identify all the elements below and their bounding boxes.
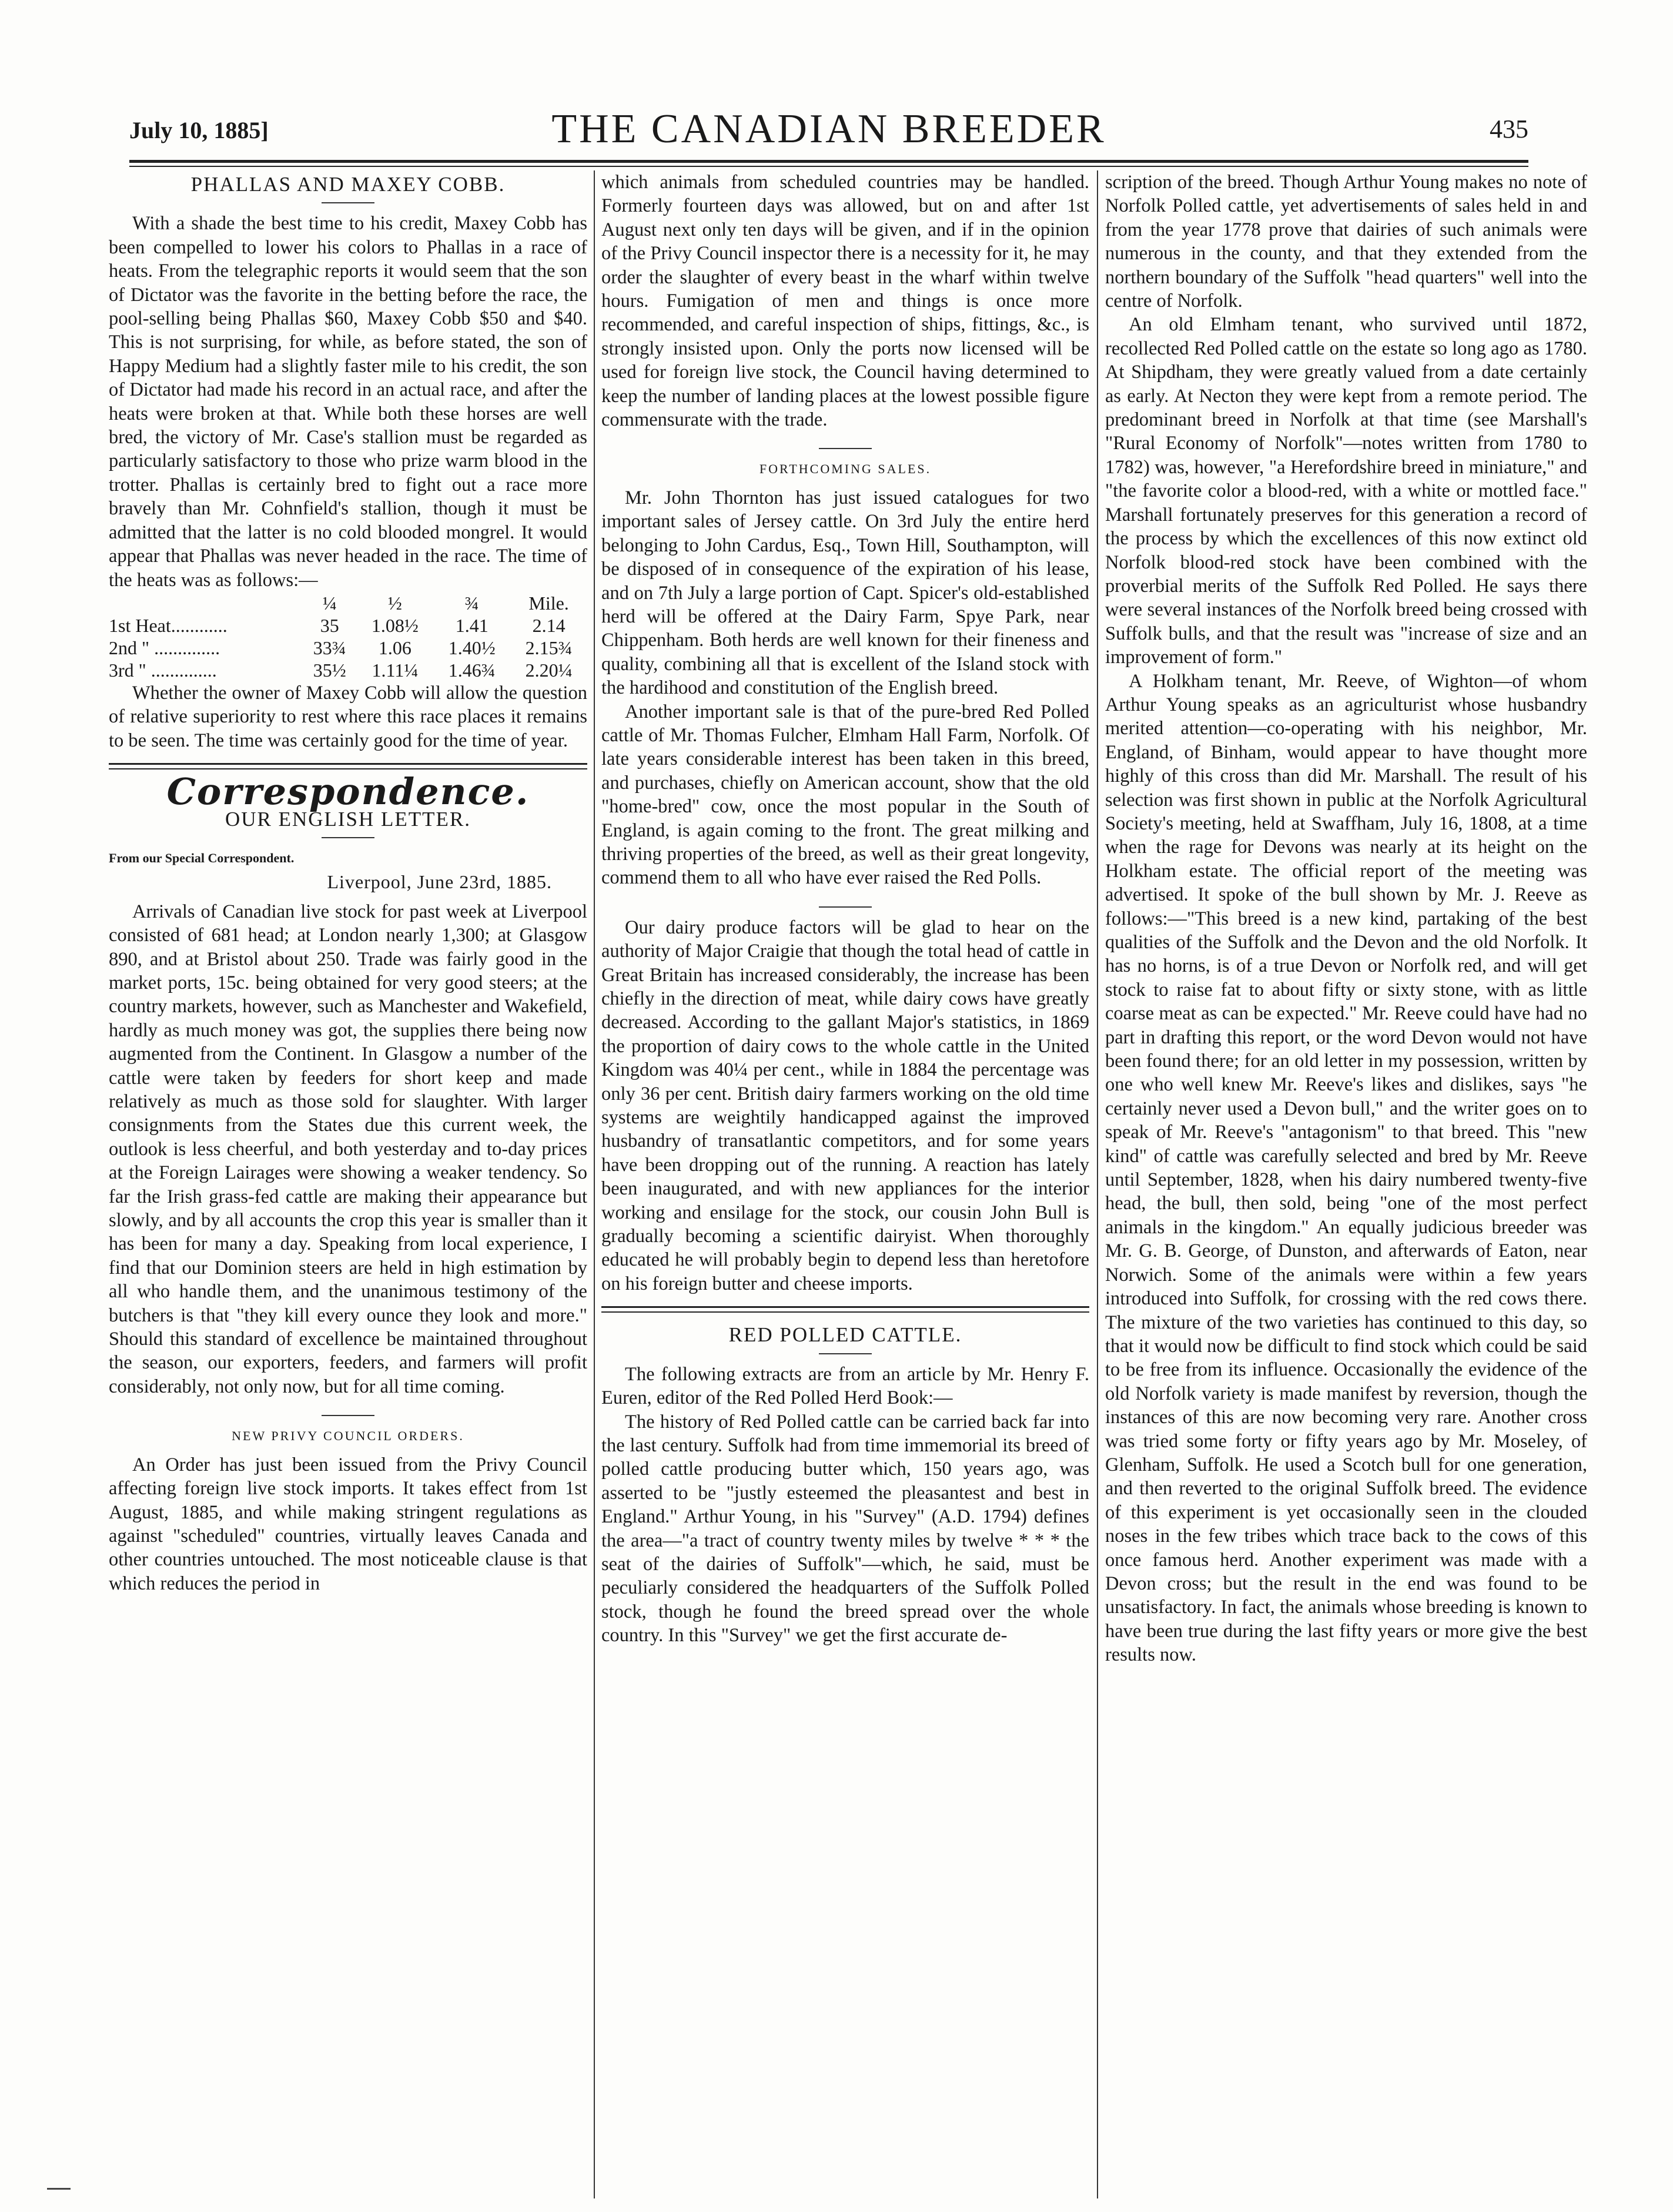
article-paragraph: which animals from scheduled countries may be handled. Formerly fourteen days was allowed, but on and after 1st August next only ten days will be given, and if in the opinion of the Privy Council inspector there is a necessity for it, he may order the slaughter of every beast in the wharf within twelve hours. Fumigation of men and things is once more recommended, and careful inspection of ships, fittings, &c., is strongly insisted upon. Only the ports now licensed will be used for foreign live stock, the Council having determined to keep the number of landing places at the lowest possible figure commensurate with the trade. — [601, 172, 1089, 431]
table-header-cell: ½ — [387, 592, 402, 614]
separator-dash — [819, 906, 872, 908]
table-cell: 33¾ — [313, 637, 346, 658]
article-paragraph: The following extracts are from an article by Mr. Henry F. Euren, editor of the Red Polled Herd Book:— — [601, 1363, 1089, 1409]
section-rule — [601, 1306, 1089, 1313]
section-title: Correspondence. — [166, 770, 530, 814]
page-edge-mark — [47, 2188, 71, 2190]
page-number: 435 — [1490, 115, 1528, 143]
article-paragraph: Mr. John Thornton has just issued catalogues for two important sales of Jersey cattle. On 3rd July the entire herd belonging to John Cardus, Esq., Town Hill, Southampton, will be disposed of in consequence of the expiration of his lease, and on 7th July a large portion of Capt. Spicer's old-established herd will be offered at the Dairy Farm, Spye Park, near Chippenham. Both herds are well known for their fineness and quality, combining all that is excellent of the Island stock with the hardihood and constitution of the English breed. — [601, 487, 1089, 699]
dateline: Liverpool, June 23rd, 1885. — [327, 871, 552, 893]
article-title: NEW PRIVY COUNCIL ORDERS. — [232, 1428, 464, 1444]
byline: From our Special Correspondent. — [109, 850, 295, 865]
article-paragraph: Whether the owner of Maxey Cobb will allow the question of relative superiority to rest where this race places it remains to be seen. The time was certainly good for the time of year. — [109, 682, 587, 751]
table-cell: 1.08½ — [371, 614, 419, 636]
article-paragraph: Another important sale is that of the pure-bred Red Polled cattle of Mr. Thomas Fulcher, Elmham Hall Farm, Norfolk. Of late years considerable interest has been taken in this breed, and purchases, chiefly on American account, show that the old "home-bred" cow, once the most popular in the South of England, is again coming to the front. The great milking and thriving properties of the breed, as well as their great longevity, commend them to all who have ever raised the Red Polls. — [601, 701, 1089, 889]
table-cell: 1.41 — [455, 614, 488, 636]
table-cell: 1.11¼ — [372, 659, 419, 681]
newspaper-title: THE CANADIAN BREEDER — [551, 106, 1106, 152]
separator-dash — [819, 448, 872, 449]
article-paragraph: Arrivals of Canadian live stock for past week at Liverpool consisted of 681 head; at London nearly 1,300; at Glasgow 890, and at Bristol about 250. Trade was fairly good in the market ports, 15c. being obtained for very good steers; at the country markets, however, such as Manchester and Wakefield, hardly as much money was got, the supplies there being now augmented from the Continent. In Glasgow a number of the cattle were taken by feeders for short keep and made relatively as much as those sold for slaughter. With larger consignments from the States due this current week, the outlook is less cheerful, and both yesterday and to-day prices at the Foreign Lairages were showing a weaker tendency. So far the Irish grass-fed cattle are making their appearance but slowly, and by all accounts the crop this year is smaller than it has been for many a day. Speaking from local experience, I find that our Dominion steers are held in high estimation by all who handle them, and the unanimous testimony of the butchers is that "they kill every ounce they look and more." Should this standard of excellence be maintained throughout the season, our exporters, feeders, and farmers will profit considerably, not only now, but for all time coming. — [109, 901, 587, 1397]
separator-dash — [322, 837, 374, 838]
table-cell: 2.20¼ — [525, 659, 573, 681]
issue-date: July 10, 1885] — [129, 117, 269, 143]
column-3 — [1105, 170, 1587, 2122]
table-cell: 1.46¾ — [448, 659, 496, 681]
table-cell: 1.06 — [378, 637, 411, 658]
article-paragraph: A Holkham tenant, Mr. Reeve, of Wighton—of whom Arthur Young speaks as an agriculturist whose husbandry merited attention—co-operating with his neighbor, Mr. England, of Binham, would appear to have thought more highly of this cross than did Mr. Marshall. The result of his selection was first shown in public at the Norfolk Agricultural Society's meeting, held at Swaffham, July 16, 1808, at a time when the rage for Devons was nearly at its height on the Holkham estate. The official report of the meeting was advertised. It spoke of the bull shown by Mr. J. Reeve as follows:—"This breed is a new kind, partaking of the best qualities of the Suffolk and the Devon and the old Norfolk. It has no horns, is of a true Devon or Norfolk red, and will get stock to raise fat to about fifty or sixty stone, with as little coarse meat as can be expected." Mr. Reeve could have had no part in drafting this report, or the word Devon would not have been found there; for an old letter in my possession, written by one who well knew Mr. Reeve's likes and dislikes, says "he certainly never used a Devon bull," and the writer goes on to speak of Mr. Reeve's "antagonism" to that breed. This "new kind" of cattle was carefully selected and bred by Mr. Reeve until September, 1828, when his dairy numbered twenty-five head, the bull, then sold, being "one of the most perfect animals in the kingdom." An equally judicious breeder was Mr. G. B. George, of Dunston, and afterwards of Eaton, near Norwich. Some of the animals were within a few years introduced into Suffolk, for crossing with the red cows there. The mixture of the two varieties has continued to this day, so that it would now be difficult to find stock which could be said to be free from its influence. Occasionally the evidence of the old Norfolk variety is made manifest by reversion, though the instances of this are now becoming very rare. Another cross was tried some forty or fifty years ago by Mr. Moseley, of Glenham, Suffolk. He used a Scotch bull for one generation, and then reverted to the original Suffolk breed. The evidence of this experiment is yet occasionally seen in the clouded noses in the few tribes which trace back to the cows of this once famous herd. Another experiment was made with a Devon cross; but the result in the end was found to be unsatisfactory. In fact, the animals whose breeding is known to have been true during the last fifty years or more give the best results now. — [1105, 670, 1587, 1666]
table-cell: 35 — [320, 614, 339, 636]
table-cell: 2nd " .............. — [109, 637, 220, 658]
separator-dash — [819, 1353, 872, 1354]
article-paragraph: With a shade the best time to his credit, Maxey Cobb has been compelled to lower his colors to Phallas in a race of heats. From the telegraphic reports it would seem that the son of Dictator was the favorite in the betting before the race, the pool-selling being Phallas $60, Maxey Cobb $50 and $40. This is not surprising, for while, as before stated, the son of Happy Medium had a slightly faster mile to his credit, the son of Dictator had made his record in an actual race, and after the heats were broken at that. While both these horses are well bred, the victory of Mr. Case's stallion must be regarded as particularly satisfactory to those who prize warm blood in the trotter. Phallas is certainly bred to fight out a race more bravely than Mr. Cohnfield's stallion, though it must be admitted that the latter is no cold blooded mongrel. It would appear that Phallas was never headed in the race. The time of the heats was as follows:— — [109, 213, 587, 591]
article-title: RED POLLED CATTLE. — [728, 1323, 962, 1347]
article-title: OUR ENGLISH LETTER. — [225, 807, 471, 831]
table-cell: 1.40½ — [448, 637, 496, 658]
separator-dash — [322, 1415, 374, 1416]
table-cell: 2.14 — [532, 614, 566, 636]
table-header-cell: Mile. — [528, 592, 569, 614]
column-divider — [594, 170, 595, 2198]
table-cell: 3rd " .............. — [109, 659, 217, 681]
header-rule-thin — [129, 166, 1528, 167]
table-cell: 1st Heat............ — [109, 614, 227, 636]
column-2 — [601, 170, 1089, 2122]
table-header-cell: ¼ — [322, 592, 337, 614]
table-header-cell — [109, 592, 303, 614]
table-header-row — [109, 592, 587, 614]
table-cell: 2.15¾ — [525, 637, 573, 658]
column-divider — [1097, 170, 1098, 2198]
table-header-cell: ¾ — [464, 592, 479, 614]
separator-dash — [322, 202, 374, 203]
article-title: FORTHCOMING SALES. — [759, 461, 932, 477]
article-paragraph: The history of Red Polled cattle can be carried back far into the last century. Suffolk had from time immemorial its breed of polled cattle producing butter which, 150 years ago, was asserted to be "justly esteemed the pleasantest and best in England." Arthur Young, in his "Survey" (A.D. 1794) defines the area—"a tract of country twenty miles by twelve * * * the seat of the dairies of Suffolk"—which, he said, must be peculiarly considered the headquarters of the Suffolk Polled stock, though he found the breed spread over the whole country. In this "Survey" we get the first accurate de- — [601, 1411, 1089, 1647]
article-paragraph: Our dairy produce factors will be glad to hear on the authority of Major Craigie that though the total head of cattle in Great Britain has increased considerably, the increase has been chiefly in the direction of meat, while dairy cows have greatly decreased. According to the gallant Major's statistics, in 1869 the proportion of dairy cows to the whole cattle in the United Kingdom was 40¼ per cent., while in 1884 the percentage was only 36 per cent. British dairy farmers working on the old time systems are weightily handicapped against the improved husbandry of transatlantic competitors, and for some years have been dropping out of the running. A reaction has lately been inaugurated, and with new appliances for the interior working and ensilage for the stock, our cousin John Bull is gradually becoming a scientific dairyist. When thoroughly educated he will probably begin to depend less than heretofore on his foreign butter and cheese imports. — [601, 916, 1089, 1294]
table-cell: 35½ — [313, 659, 346, 681]
table-row — [109, 637, 587, 659]
table-row — [109, 659, 587, 681]
article-paragraph: An old Elmham tenant, who survived until 1872, recollected Red Polled cattle on the estate so long ago as 1780. At Shipdham, they were greatly valued from a date certainly as early. At Necton they were kept from a remote period. The predominant breed in Norfolk at that time (see Marshall's "Rural Economy of Norfolk"—notes written from 1780 to 1782) was, however, "a Herefordshire breed in miniature," and "the favorite color a blood-red, with a white or mottled face." Marshall fortunately preserves for this generation a record of the process by which the excellences of this now extinct old Norfolk blood-red stock have been combined with the proverbial merits of the Suffolk Red Polled. He says there were several instances of the Norfolk breed being crossed with Suffolk bulls, and that the result was "increase of size and an improvement of form." — [1105, 314, 1587, 668]
article-paragraph: scription of the breed. Though Arthur Young makes no note of Norfolk Polled cattle, yet advertisements of sales held in and from the year 1778 prove that dairies of such animals were numerous in the county, and that they extended from the northern boundary of the Suffolk "head quarters" well into the centre of Norfolk. — [1105, 172, 1587, 312]
header-rule — [129, 160, 1528, 163]
section-rule — [109, 763, 587, 769]
article-title: PHALLAS AND MAXEY COBB. — [190, 173, 506, 196]
heat-times-table — [109, 592, 587, 681]
column-1 — [109, 170, 587, 2122]
table-row — [109, 614, 587, 637]
masthead — [129, 106, 1528, 159]
article-paragraph: An Order has just been issued from the Privy Council affecting foreign live stock imports. It takes effect from 1st August, 1885, and while making stringent regulations as against "scheduled" countries, virtually leaves Canada and other countries untouched. The most noticeable clause is that which reduces the period in — [109, 1454, 587, 1594]
